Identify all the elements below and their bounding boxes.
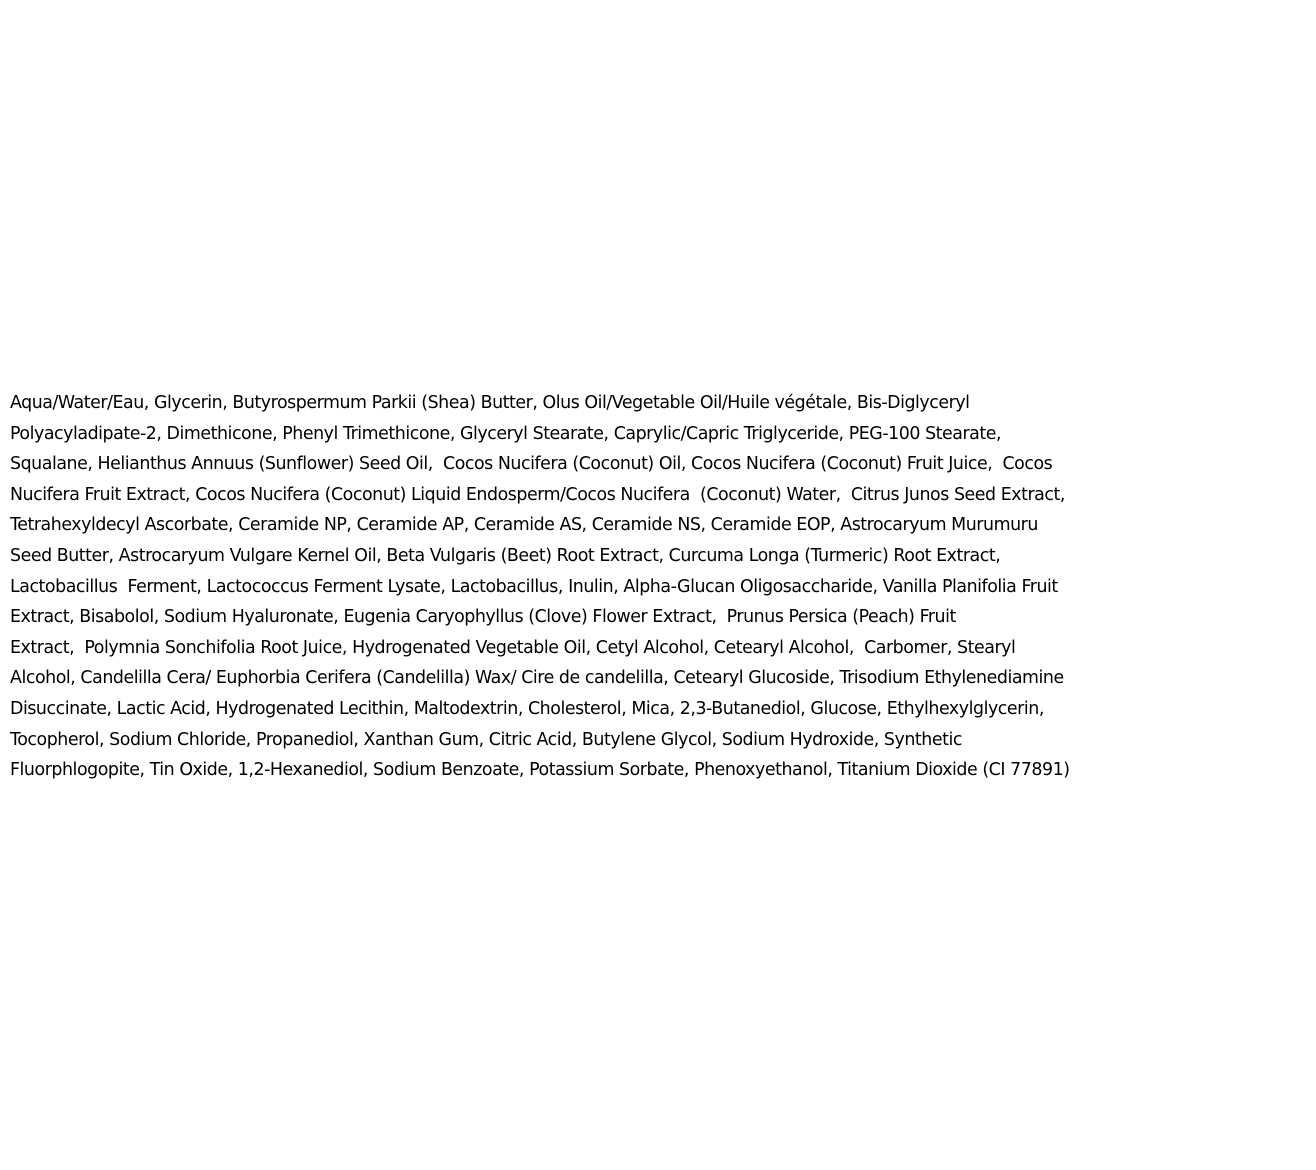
ingredients-line: Extract, Bisabolol, Sodium Hyaluronate, Eugenia Caryophyllus (Clove) Flower Extract, Prunus Persica (Peach) Fruit xyxy=(10,607,956,628)
ingredients-line: Alcohol, Candelilla Cera/ Euphorbia Cerifera (Candelilla) Wax/ Cire de candelilla, Cetearyl Glucoside, Trisodium Ethylenediamine xyxy=(10,668,1064,689)
ingredients-line: Nucifera Fruit Extract, Cocos Nucifera (Coconut) Liquid Endosperm/Cocos Nucifera (Coconut) Water, Citrus Junos Seed Extract, xyxy=(10,484,1065,505)
ingredients-line: Aqua/Water/Eau, Glycerin, Butyrospermum Parkii (Shea) Butter, Olus Oil/Vegetable Oil/Huile végétale, Bis-Diglyceryl xyxy=(10,393,970,413)
ingredients-line: Lactobacillus Ferment, Lactococcus Ferment Lysate, Lactobacillus, Inulin, Alpha-Glucan Oligosaccharide, Vanilla Planifolia Fruit xyxy=(10,576,1058,597)
ingredients-line: Disuccinate, Lactic Acid, Hydrogenated Lecithin, Maltodextrin, Cholesterol, Mica, 2,3-Butanediol, Glucose, Ethylhexylglycerin, xyxy=(10,698,1044,719)
ingredients-line: Extract, Polymnia Sonchifolia Root Juice, Hydrogenated Vegetable Oil, Cetyl Alcohol, Cetearyl Alcohol, Carbomer, Stearyl xyxy=(10,637,1016,658)
ingredients-line: Fluorphlogopite, Tin Oxide, 1,2-Hexanediol, Sodium Benzoate, Potassium Sorbate, Phenoxyethanol, Titanium Dioxide (CI 77891) xyxy=(10,760,1070,781)
ingredients-line: Seed Butter, Astrocaryum Vulgare Kernel Oil, Beta Vulgaris (Beet) Root Extract, Curcuma Longa (Turmeric) Root Extract, xyxy=(10,545,1001,566)
ingredients-list xyxy=(10,388,1310,786)
ingredients-line: Polyacyladipate-2, Dimethicone, Phenyl Trimethicone, Glyceryl Stearate, Caprylic/Capric Triglyceride, PEG-100 Stearate, xyxy=(10,423,1002,444)
ingredients-line: Tetrahexyldecyl Ascorbate, Ceramide NP, Ceramide AP, Ceramide AS, Ceramide NS, Ceramide EOP, Astrocaryum Murumuru xyxy=(10,515,1038,536)
ingredients-line: Tocopherol, Sodium Chloride, Propanediol, Xanthan Gum, Citric Acid, Butylene Glycol, Sodium Hydroxide, Synthetic xyxy=(10,729,962,750)
ingredients-line: Squalane, Helianthus Annuus (Sunflower) Seed Oil, Cocos Nucifera (Coconut) Oil, Cocos Nucifera (Coconut) Fruit Juice, Cocos xyxy=(10,454,1053,475)
